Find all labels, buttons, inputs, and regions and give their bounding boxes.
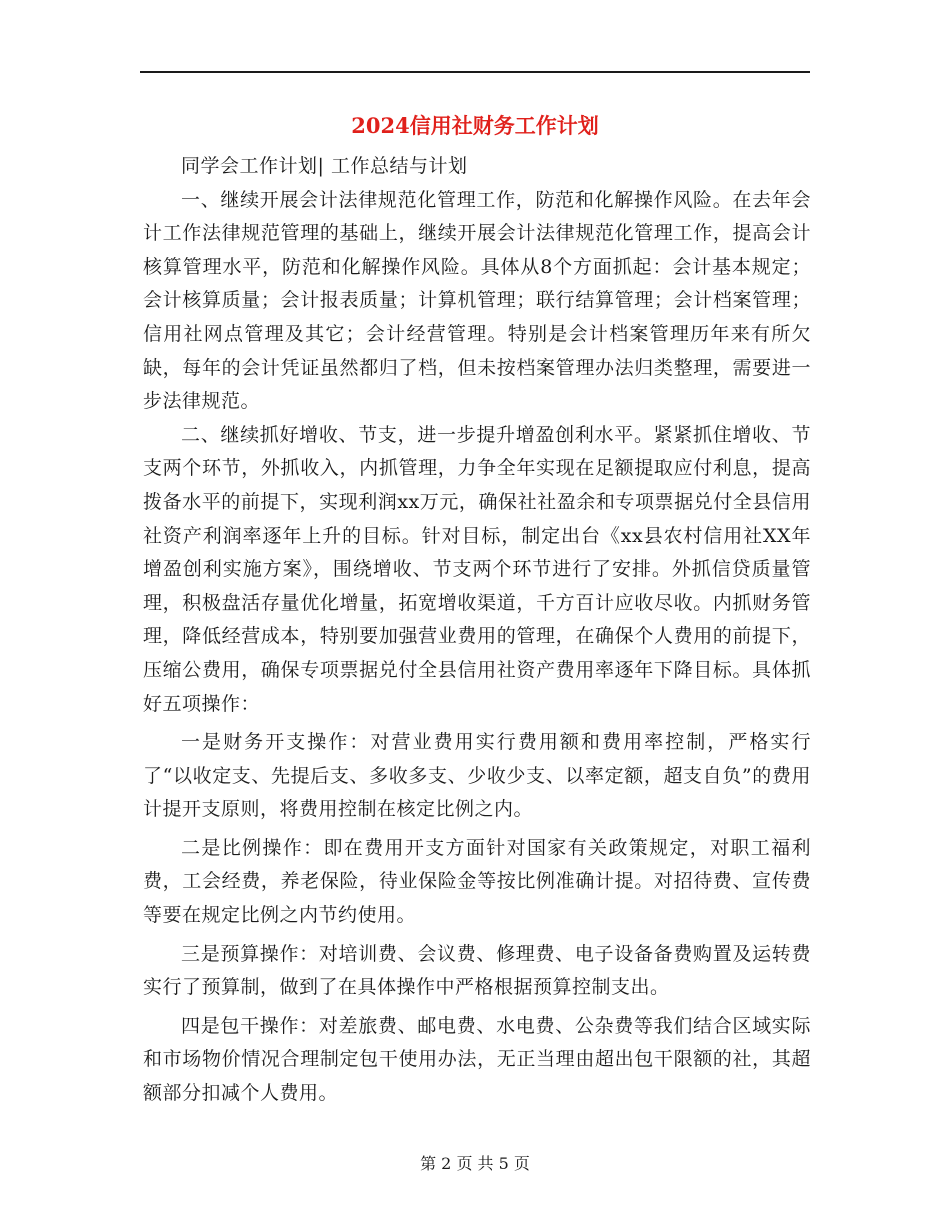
paragraph-item-2: 二是比例操作：即在费用开支方面针对国家有关政策规定，对职工福利费，工会经费，养老保险，待业保险金等按比例准确计提。对招待费、宣传费等要在规定比例之内节约使用。 (143, 836, 811, 927)
header-rule (140, 71, 810, 73)
document-title: 2024信用社财务工作计划 (351, 113, 599, 138)
paragraph-section-1: 一、继续开展会计法律规范化管理工作，防范和化解操作风险。在去年会计工作法律规范管理的基础上，继续开展会计法律规范化管理工作，提高会计核算管理水平，防范和化解操作风险。具体从8个方面抓起：会计基本规定；会计核算质量；会计报表质量；计算机管理；联行结算管理；会计档案管理；信用社网点管理及其它；会计经营管理。特别是会计档案管理历年来有所欠缺，每年的会计凭证虽然都归了档，但未按档案管理办法归类整理，需要进一步法律规范。 (143, 188, 811, 413)
paragraph-item-1: 一是财务开支操作：对营业费用实行费用额和费用率控制，严格实行了“以收定支、先提后支、多收多支、少收少支、以率定额，超支自负”的费用计提开支原则，将费用控制在核定比例之内。 (143, 731, 811, 821)
paragraph-item-3: 三是预算操作：对培训费、会议费、修理费、电子设备备费购置及运转费实行了预算制，做到了在具体操作中严格根据预算控制支出。 (143, 942, 811, 999)
paragraph-section-2: 二、继续抓好增收、节支，进一步提升增盈创利水平。紧紧抓住增收、节支两个环节，外抓收入，内抓管理，力争全年实现在足额提取应付利息，提高拨备水平的前提下，实现利润xx万元，确保社社盈余和专项票据兑付全县信用社资产利润率逐年上升的目标。针对目标，制定出台《xx县农村信用社XX年增盈创利实施方案》，围绕增收、节支两个环节进行了安排。外抓信贷质量管理，积极盘活存量优化增量，拓宽增收渠道，千方百计应收尽收。内抓财务管理，降低经营成本，特别要加强营业费用的管理，在确保个人费用的前提下，压缩公费用，确保专项票据兑付全县信用社资产费用率逐年下降目标。具体抓好五项操作： (143, 423, 811, 715)
paragraph-item-4: 四是包干操作：对差旅费、邮电费、水电费、公杂费等我们结合区域实际和市场物价情况合理制定包干使用办法，无正当理由超出包干限额的社，其超额部分扣减个人费用。 (143, 1014, 811, 1105)
page-number-footer: 第 2 页 共 5 页 (420, 1154, 530, 1173)
document-body (143, 150, 811, 1111)
paragraph-subtitle: 同学会工作计划| 工作总结与计划 (181, 155, 468, 177)
